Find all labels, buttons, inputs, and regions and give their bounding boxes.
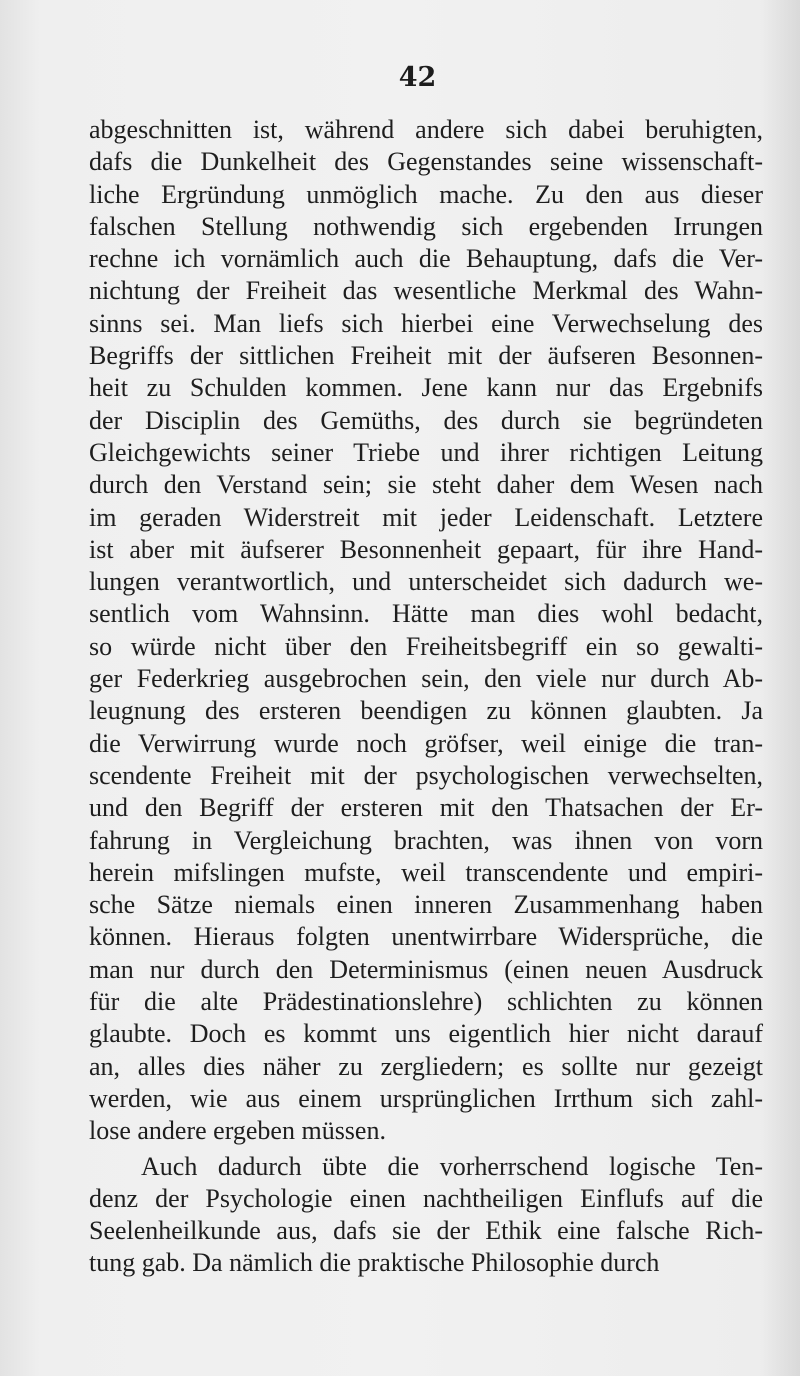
text-line: im geraden Widerstreit mit jeder Leidenschaft. Letztere — [89, 502, 763, 532]
text-line: Auch dadurch übte die vorherrschend logische Ten- — [141, 1151, 763, 1181]
text-line: sche Sätze niemals einen inneren Zusammenhang haben — [89, 890, 763, 920]
text-line: die Verwirrung wurde noch gröfser, weil einige die tran- — [89, 728, 763, 758]
text-line: abgeschnitten ist, während andere sich dabei beruhigten, — [89, 115, 763, 144]
text-line: lungen verantwortlich, und unterscheidet sich dadurch we- — [89, 567, 763, 597]
text-line: liche Ergründung unmöglich mache. Zu den aus dieser — [89, 179, 763, 209]
text-line: heit zu Schulden kommen. Jene kann nur das Ergebnifs — [89, 373, 763, 403]
text-line: sentlich vom Wahnsinn. Hätte man dies wohl bedacht, — [89, 599, 763, 629]
text-line: glaubte. Doch es kommt uns eigentlich hier nicht darauf — [89, 1019, 763, 1049]
text-line: so würde nicht über den Freiheitsbegriff ein so gewalti- — [89, 631, 763, 661]
paragraph — [89, 1151, 763, 1280]
text-line: fahrung in Vergleichung brachten, was ihnen von vorn — [89, 825, 763, 855]
text-line: Seelenheilkunde aus, dafs sie der Ethik eine falsche Rich- — [89, 1216, 763, 1246]
text-line: durch den Verstand sein; sie steht daher dem Wesen nach — [89, 470, 763, 500]
text-line: der Disciplin des Gemüths, des durch sie begründeten — [89, 405, 763, 435]
text-line: Gleichgewichts seiner Triebe und ihrer richtigen Leitung — [89, 437, 763, 467]
text-line: dafs die Dunkelheit des Gegenstandes seine wissenschaft- — [89, 147, 763, 177]
text-line: und den Begriff der ersteren mit den Thatsachen der Er- — [89, 793, 763, 823]
text-line: lose andere ergeben müssen. — [89, 1116, 386, 1146]
text-line: herein mifslingen mufste, weil transcendente und empiri- — [89, 857, 763, 887]
text-line: für die alte Prädestinationslehre) schlichten zu können — [89, 987, 763, 1017]
text-line: ger Federkrieg ausgebrochen sein, den viele nur durch Ab- — [89, 664, 763, 694]
text-line: ist aber mit äufserer Besonnenheit gepaart, für ihre Hand- — [89, 534, 763, 564]
text-line: können. Hieraus folgten unentwirrbare Widersprüche, die — [89, 922, 763, 952]
paragraph — [89, 114, 763, 1148]
text-line: leugnung des ersteren beendigen zu können glaubten. Ja — [89, 696, 763, 726]
text-line: tung gab. Da nämlich die praktische Philosophie durch — [89, 1248, 660, 1278]
text-line: Begriffs der sittlichen Freiheit mit der äufseren Besonnen- — [89, 341, 763, 371]
text-line: scendente Freiheit mit der psychologischen verwechselten, — [89, 760, 763, 790]
text-line: an, alles dies näher zu zergliedern; es sollte nur gezeigt — [89, 1051, 763, 1081]
body-text — [89, 114, 763, 1280]
text-line: rechne ich vornämlich auch die Behauptung, dafs die Ver- — [89, 244, 763, 274]
text-line: falschen Stellung nothwendig sich ergebenden Irrungen — [89, 211, 763, 241]
text-line: werden, wie aus einem ursprünglichen Irrthum sich zahl- — [89, 1083, 763, 1113]
text-line: nichtung der Freiheit das wesentliche Merkmal des Wahn- — [89, 276, 763, 306]
page-number: 42 — [398, 62, 437, 93]
text-line: sinns sei. Man liefs sich hierbei eine Verwechselung des — [89, 308, 763, 338]
text-line: man nur durch den Determinismus (einen neuen Ausdruck — [89, 954, 763, 984]
text-line: denz der Psychologie einen nachtheiligen Einflufs auf die — [89, 1183, 763, 1213]
